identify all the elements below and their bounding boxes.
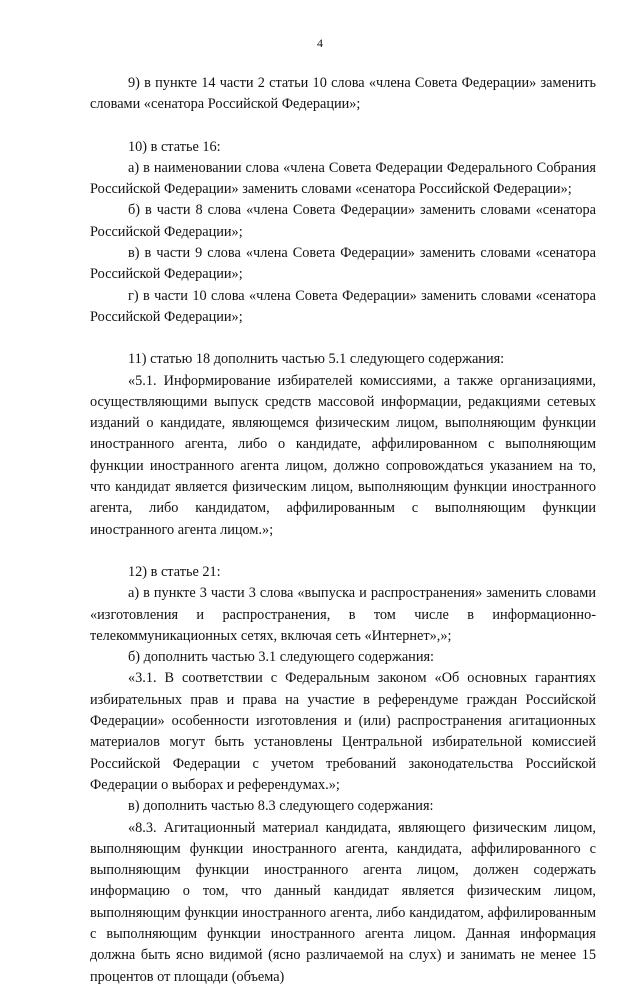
paragraph-item-11-heading: 11) статью 18 дополнить частью 5.1 следующего содержания: [128,351,505,368]
page-number: 4 [317,36,323,50]
paragraph-item-12a: а) в пункте 3 части 3 слова «выпуска и распространения» заменить словами «изготовления и распространения, в том числе в информационно-телекоммуникационных сетях, включая сеть «Интернет»,»; [90,585,596,644]
paragraph-item-9: 9) в пункте 14 части 2 статьи 10 слова «члена Совета Федерации» заменить словами «сенатора Российской Федерации»; [90,75,596,113]
paragraph-part-3-1: «3.1. В соответствии с Федеральным законом «Об основных гарантиях избирательных прав и права на участие в референдуме граждан Российской Федерации» особенности изготовления и (или) распространения агитационных материалов могут быть установлены Центральной избирательной комиссией Российской Федерации с учетом требований законодательства Российской Федерации о выборах и референдумах.»; [90,670,596,793]
paragraph-item-10v: в) в части 9 слова «члена Совета Федерации» заменить словами «сенатора Российской Федерации»; [90,245,596,283]
paragraph-item-10b: б) в части 8 слова «члена Совета Федерации» заменить словами «сенатора Российской Федерации»; [90,202,596,240]
document-body [90,73,596,988]
paragraph-item-10g: г) в части 10 слова «члена Совета Федерации» заменить словами «сенатора Российской Федерации»; [90,287,596,325]
paragraph-item-12-heading: 12) в статье 21: [128,563,221,580]
paragraph-item-12b: б) дополнить частью 3.1 следующего содержания: [128,649,435,666]
paragraph-item-10a: а) в наименовании слова «члена Совета Федерации Федерального Собрания Российской Федерации» заменить словами «сенатора Российской Федерации»; [90,159,596,198]
paragraph-item-12v: в) дополнить частью 8.3 следующего содержания: [128,798,434,815]
paragraph-part-5-1: «5.1. Информирование избирателей комиссиями, а также организациями, осуществляющими выпуск средств массовой информации, редакциями сетевых изданий о кандидате, являющемся физическим лицом, выполняющим функции иностранного агента, либо о кандидате, аффилированном с выполняющим функции иностранного агента лицом, должно сопровождаться указанием на то, что кандидат является физическим лицом, выполняющим функции иностранного агента, либо кандидатом, аффилированным с выполняющим функции иностранного агента лицом.»; [90,372,596,538]
paragraph-item-10-heading: 10) в статье 16: [128,138,221,155]
paragraph-part-8-3: «8.3. Агитационный материал кандидата, являющего физическим лицом, выполняющим функции иностранного агента, кандидата, аффилированного с выполняющим функции иностранного агента лицом, должен содержать информацию о том, что данный кандидат является физическим лицом, выполняющим функции иностранного агента, либо кандидатом, аффилированным с выполняющим функции иностранного агента лицом. Данная информация должна быть ясно видимой (ясно различаемой на слух) и занимать не менее 15 процентов от площади (объема) [90,819,596,985]
